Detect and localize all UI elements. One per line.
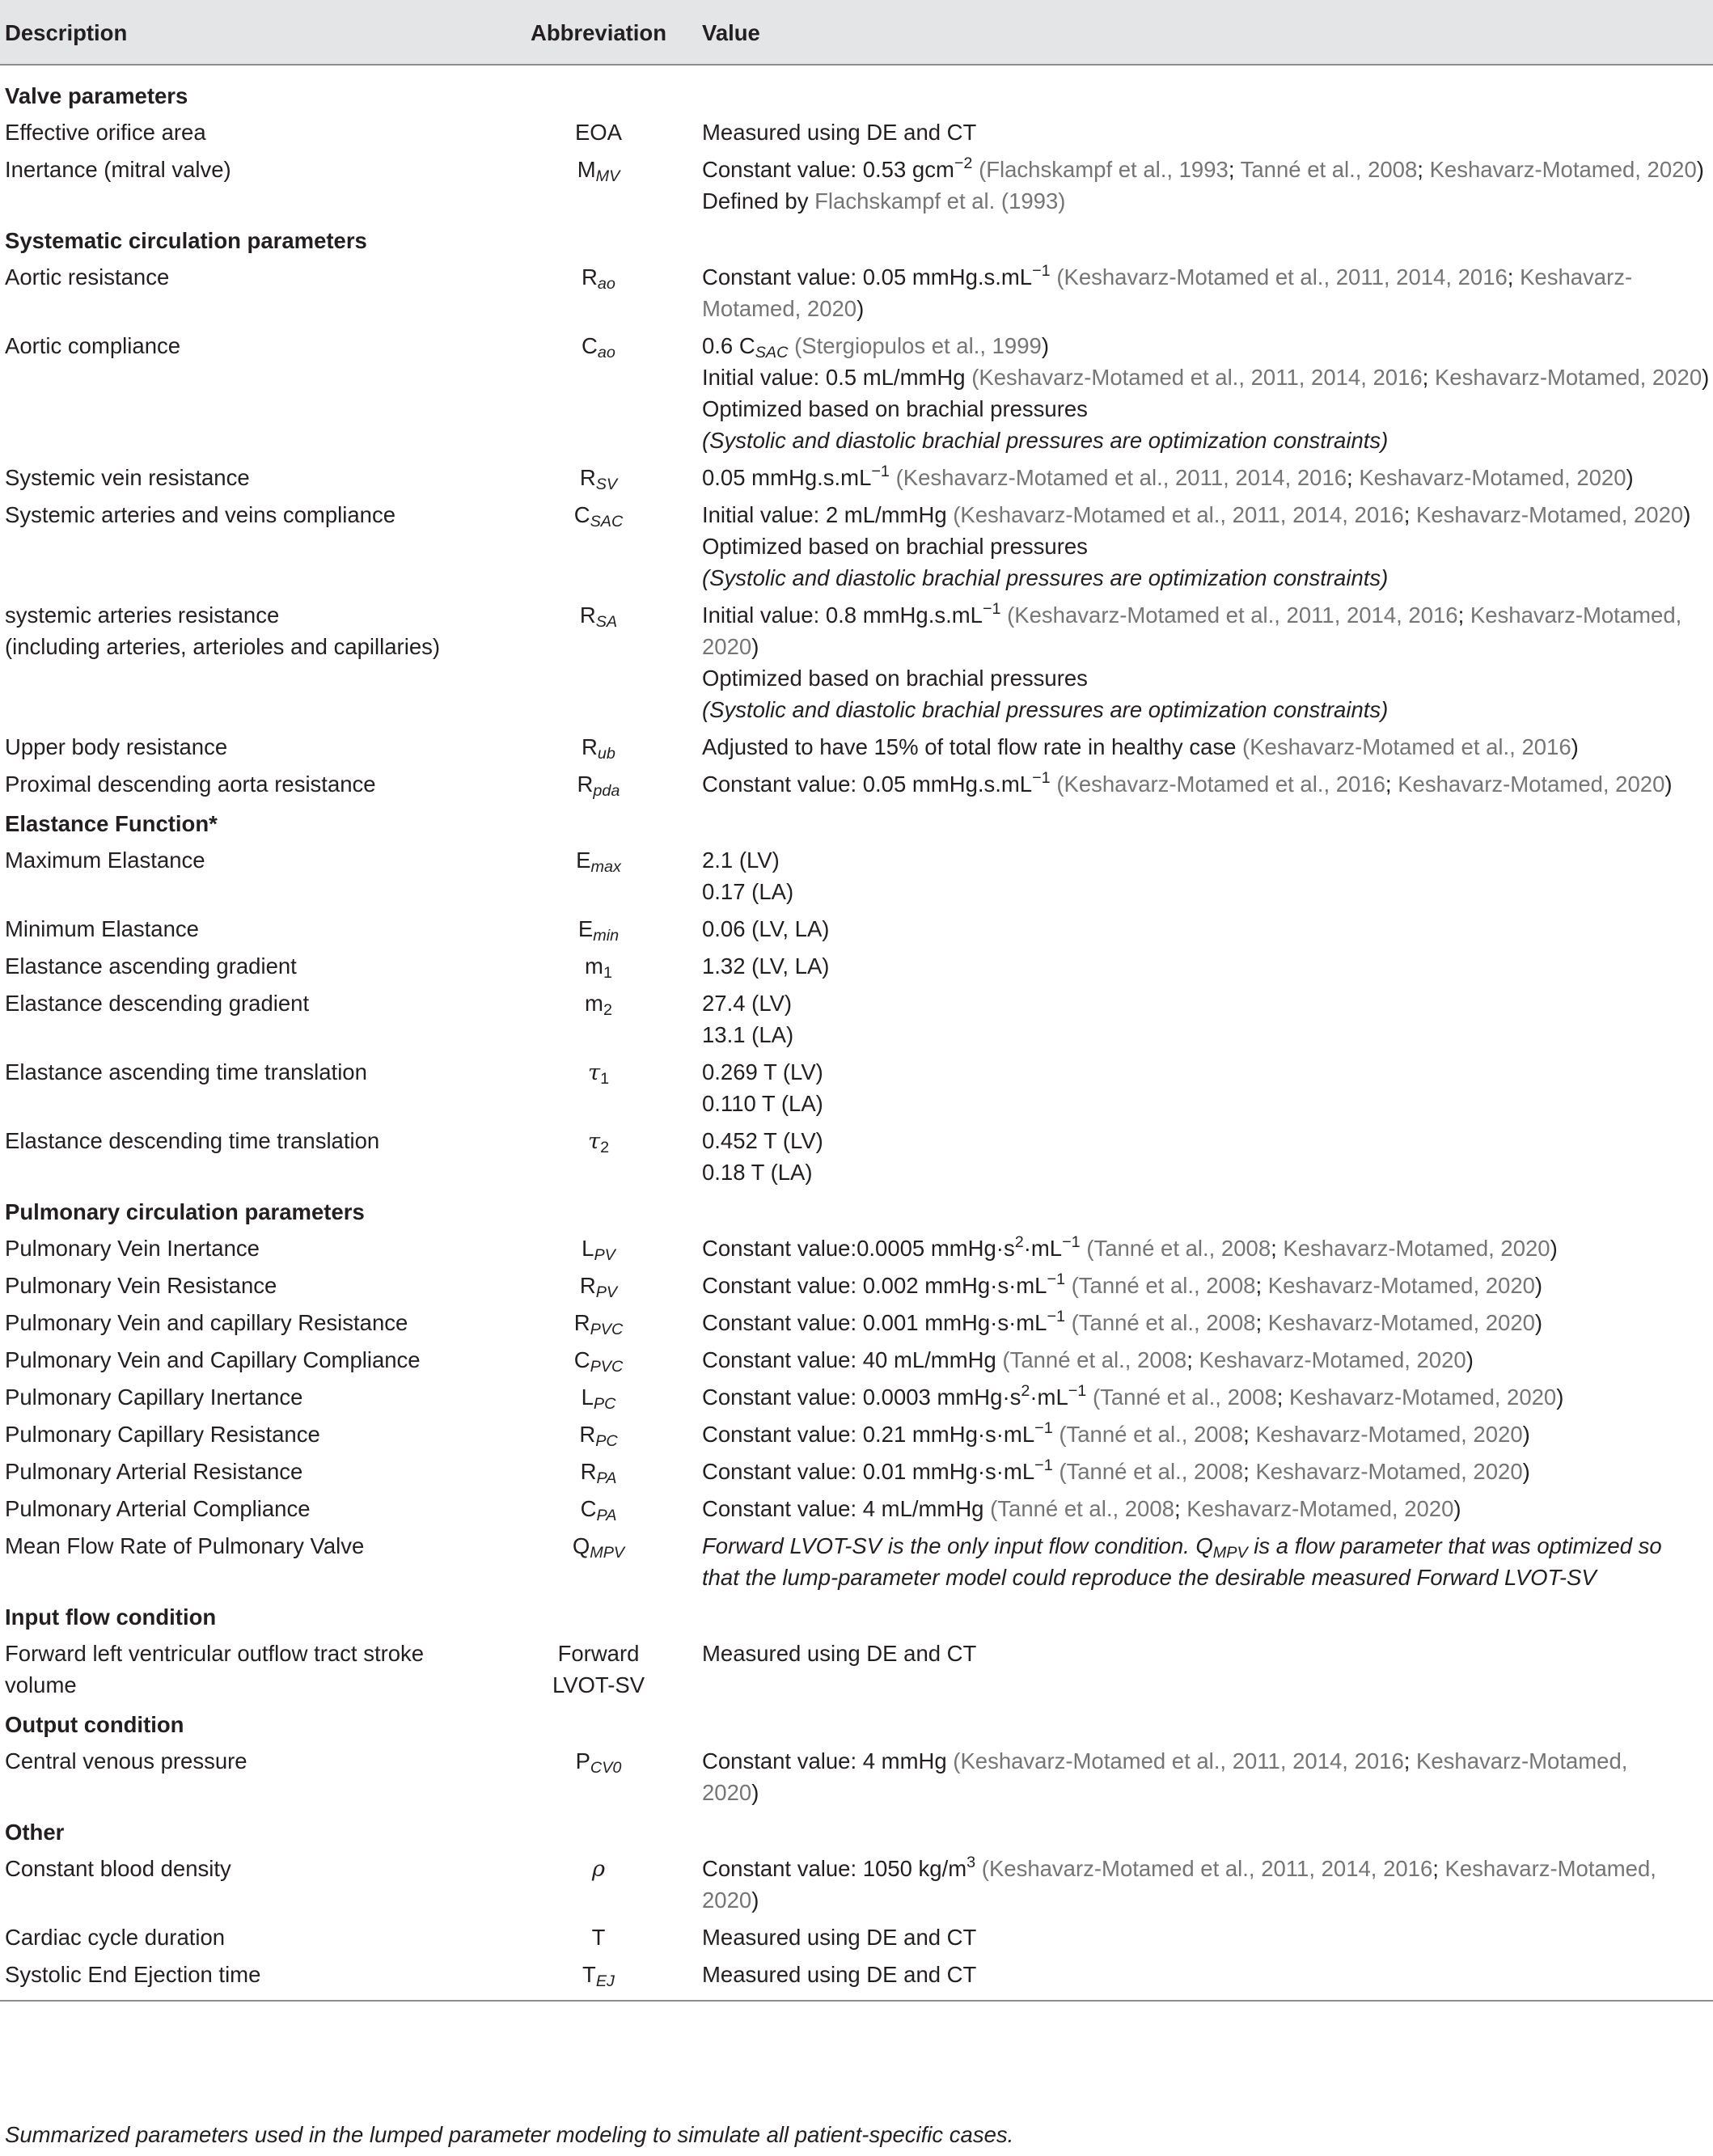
- cell-abbreviation: $C_{SAC}$: [573, 502, 624, 531]
- header-abbreviation: Abbreviation: [498, 0, 699, 65]
- cell-value: Constant value:0.0005 $mmHg\cdot s^2\cdot mL^{-1}$ (Tanné et al., 2008; Keshavarz-Motamed, 2020): [702, 1233, 1558, 1261]
- cell-value: Constant value: 0.01 $mmHg\cdot s\cdot mL^{-1}$ (Tanné et al., 2008; Keshavarz-Motamed, 2020): [702, 1456, 1530, 1484]
- table-row: [0, 1267, 1713, 1304]
- citation: (Stergiopulos et al., 1999: [794, 333, 1042, 358]
- cell-abbreviation: $L_{PC}$: [581, 1384, 616, 1413]
- cell-description: Systemic vein resistance: [5, 465, 250, 490]
- cell-value: Measured using DE and CT: [702, 1641, 977, 1666]
- table-row: [0, 1743, 1713, 1811]
- citation: (Tanné et al., 2008: [1002, 1347, 1187, 1372]
- cell-description: Central venous pressure: [5, 1748, 247, 1773]
- citation: (Tanné et al., 2008: [1059, 1459, 1244, 1484]
- table-row: [0, 1054, 1713, 1122]
- cell-value: Forward LVOT-SV is the only input flow condition. $Q_{MPV}$ is a flow parameter that was optimized so that the lump-parameter model could reproduce the desirable measured Forward LVOT-SV: [702, 1533, 1662, 1590]
- table-row: [0, 1490, 1713, 1528]
- table-row: [0, 1416, 1713, 1453]
- citation: (Keshavarz-Motamed et al., 2016: [1242, 734, 1571, 759]
- section-row: [0, 1704, 1713, 1743]
- table-row: [0, 729, 1713, 766]
- cell-abbreviation: $Q_{MPV}$: [572, 1533, 625, 1562]
- cell-value: 0.06 (LV, LA): [702, 916, 830, 941]
- citation: Keshavarz-Motamed, 2020: [1416, 502, 1684, 527]
- cell-value: Initial value: 2 mL/mmHg (Keshavarz-Motamed et al., 2011, 2014, 2016; Keshavarz-Motamed, 2020) Optimized based on brachial pressures (Systolic and diastolic brachial pressures are optimization constraints): [702, 502, 1691, 590]
- cell-value: Constant value: 0.002 $mmHg\cdot s\cdot mL^{-1}$ (Tanné et al., 2008; Keshavarz-Motamed, 2020): [702, 1270, 1543, 1298]
- cell-abbreviation: $m_2$: [585, 991, 612, 1019]
- citation: (Keshavarz-Motamed et al., 2016: [1056, 772, 1385, 797]
- citation: Keshavarz-Motamed,: [1416, 1748, 1628, 1773]
- citation: Keshavarz-Motamed, 2020: [1267, 1310, 1535, 1335]
- cell-description: Maximum Elastance: [5, 848, 205, 873]
- cell-abbreviation: $\tau_2$: [587, 1128, 610, 1156]
- table-row: [0, 114, 1713, 151]
- cell-value: 1.32 (LV, LA): [702, 953, 830, 979]
- citation: Keshavarz-Motamed, 2020: [1289, 1384, 1557, 1410]
- cell-description: Pulmonary Vein and Capillary Compliance: [5, 1347, 421, 1372]
- cell-abbreviation: EOA: [574, 120, 623, 145]
- cell-description: Constant blood density: [5, 1856, 231, 1881]
- table-row: [0, 985, 1713, 1054]
- citation: (Tanné et al., 2008: [1071, 1273, 1256, 1298]
- cell-value: Constant value: 0.05 $mmHg.s.mL^{-1}$ (Keshavarz-Motamed et al., 2011, 2014, 2016; Keshavarz-Motamed, 2020): [702, 262, 1633, 321]
- citation: Tanné et al., 2008: [1240, 157, 1418, 182]
- cell-description: Aortic compliance: [5, 333, 181, 358]
- cell-description: Effective orifice area: [5, 120, 206, 145]
- cell-description: Inertance (mitral valve): [5, 157, 231, 182]
- section-row: [0, 65, 1713, 114]
- cell-abbreviation: $C_{PA}$: [580, 1496, 617, 1524]
- cell-abbreviation: $R_{SV}$: [579, 465, 618, 493]
- cell-value: 0.269 T (LV) 0.110 T (LA): [702, 1059, 823, 1116]
- section-title: Elastance Function*: [5, 811, 218, 836]
- citation: (Tanné et al., 2008: [1059, 1422, 1244, 1447]
- citation: (Keshavarz-Motamed et al., 2011, 2014, 2016: [1056, 264, 1508, 290]
- section-row: [0, 803, 1713, 842]
- citation: (Keshavarz-Motamed et al., 2011, 2014, 2016: [895, 465, 1347, 490]
- citation: (Keshavarz-Motamed et al., 2011, 2014, 2016: [953, 1748, 1404, 1773]
- cell-abbreviation: $R_{pda}$: [577, 772, 620, 800]
- cell-abbreviation: $C_{PVC}$: [573, 1347, 624, 1376]
- citation: (Flachskampf et al., 1993: [979, 157, 1229, 182]
- citation: Keshavarz-Motamed, 2020: [1267, 1273, 1535, 1298]
- cell-value: Measured using DE and CT: [702, 1925, 977, 1950]
- table-row: [0, 842, 1713, 911]
- citation: (Tanné et al., 2008: [990, 1496, 1174, 1521]
- cell-description: Pulmonary Arterial Resistance: [5, 1459, 303, 1484]
- cell-abbreviation: $T_{EJ}$: [582, 1962, 615, 1990]
- cell-abbreviation: $R_{SA}$: [579, 602, 618, 631]
- cell-value: Constant value: 40 mL/mmHg (Tanné et al., 2008; Keshavarz-Motamed, 2020): [702, 1347, 1474, 1372]
- cell-abbreviation: $P_{CV0}$: [575, 1748, 622, 1777]
- cell-value: Constant value: 4 mmHg (Keshavarz-Motamed et al., 2011, 2014, 2016; Keshavarz-Motamed, 2020): [702, 1748, 1628, 1805]
- citation: Keshavarz-Motamed, 2020: [702, 264, 1633, 321]
- cell-value: Constant value: 4 mL/mmHg (Tanné et al., 2008; Keshavarz-Motamed, 2020): [702, 1496, 1461, 1521]
- cell-abbreviation: $C_{ao}$: [582, 333, 615, 361]
- cell-value: 0.6 $C_{SAC}$ (Stergiopulos et al., 1999) Initial value: 0.5 mL/mmHg (Keshavarz-Motamed et al., 2011, 2014, 2016; Keshavarz-Motamed, 2020) Optimized based on brachial pressures (Systolic and diastolic brachial pressures are optimization constraints): [702, 333, 1710, 453]
- section-row: [0, 1596, 1713, 1635]
- cell-abbreviation: $R_{PV}$: [579, 1273, 618, 1301]
- cell-description: Forward left ventricular outflow tract stroke volume: [5, 1641, 425, 1697]
- cell-description: Elastance ascending time translation: [5, 1059, 367, 1084]
- table-row: [0, 597, 1713, 729]
- section-row: [0, 1191, 1713, 1230]
- cell-value: 27.4 (LV) 13.1 (LA): [702, 991, 794, 1047]
- cell-description: Elastance ascending gradient: [5, 953, 297, 979]
- cell-abbreviation: $M_{MV}$: [577, 157, 620, 185]
- cell-value: Constant value: 0.21 $mmHg\cdot s\cdot mL^{-1}$ (Tanné et al., 2008; Keshavarz-Motamed, 2020): [702, 1419, 1530, 1447]
- cell-description: Pulmonary Capillary Resistance: [5, 1422, 320, 1447]
- section-title: Pulmonary circulation parameters: [5, 1199, 365, 1224]
- cell-description: Pulmonary Vein Inertance: [5, 1236, 260, 1261]
- citation: Keshavarz-Motamed, 2020: [1255, 1459, 1523, 1484]
- cell-value: Initial value: 0.8 $mmHg.s.mL^{-1}$ (Keshavarz-Motamed et al., 2011, 2014, 2016; Keshavarz-Motamed, 2020) Optimized based on brachial pressures (Systolic and diastolic brachial pressures are optimization constraints): [702, 600, 1682, 722]
- table-row: [0, 948, 1713, 985]
- cell-value: Constant value: 0.05 $mmHg.s.mL^{-1}$ (Keshavarz-Motamed et al., 2016; Keshavarz-Motamed, 2020): [702, 769, 1673, 797]
- cell-abbreviation: $R_{PA}$: [580, 1459, 617, 1487]
- table-row: [0, 1956, 1713, 2001]
- cell-description: Elastance descending gradient: [5, 991, 310, 1016]
- table-row: [0, 1230, 1713, 1267]
- table-row: [0, 328, 1713, 459]
- cell-description: Pulmonary Vein Resistance: [5, 1273, 277, 1298]
- table-row: [0, 259, 1713, 328]
- cell-abbreviation: $R_{ao}$: [582, 264, 615, 293]
- section-title: Other: [5, 1820, 65, 1845]
- citation: 2020: [702, 1888, 752, 1913]
- cell-value: 0.05 $mmHg.s.mL^{-1}$ (Keshavarz-Motamed et al., 2011, 2014, 2016; Keshavarz-Motamed, 2020): [702, 463, 1634, 490]
- cell-abbreviation: $R_{PC}$: [579, 1422, 618, 1450]
- cell-description: Proximal descending aorta resistance: [5, 772, 376, 797]
- citation: (Keshavarz-Motamed et al., 2011, 2014, 2016: [971, 365, 1423, 390]
- citation: (Tanné et al., 2008: [1086, 1236, 1271, 1261]
- citation: Keshavarz-Motamed, 2020: [1398, 772, 1665, 797]
- citation: (Keshavarz-Motamed et al., 2011, 2014, 2016: [981, 1856, 1433, 1881]
- citation: Keshavarz-Motamed, 2020: [1186, 1496, 1454, 1521]
- header-value: Value: [699, 0, 1713, 65]
- citation: Keshavarz-Motamed, 2020: [1255, 1422, 1523, 1447]
- table-row: [0, 1528, 1713, 1596]
- cell-description: Cardiac cycle duration: [5, 1925, 226, 1950]
- citation: Flachskampf et al. (1993): [814, 188, 1066, 213]
- citation: (Tanné et al., 2008: [1092, 1384, 1277, 1410]
- cell-abbreviation: $\tau_1$: [587, 1059, 610, 1088]
- table-row: [0, 1919, 1713, 1956]
- table-row: [0, 1342, 1713, 1379]
- cell-description: Upper body resistance: [5, 734, 228, 759]
- cell-description: Pulmonary Vein and capillary Resistance: [5, 1310, 408, 1335]
- table-caption: Summarized parameters used in the lumped parameter modeling to simulate all patient-specific cases.: [5, 2122, 1014, 2147]
- citation: Keshavarz-Motamed, 2020: [1359, 465, 1626, 490]
- cell-value: 0.452 T (LV) 0.18 T (LA): [702, 1128, 823, 1185]
- cell-description: Mean Flow Rate of Pulmonary Valve: [5, 1533, 365, 1558]
- cell-description: Pulmonary Capillary Inertance: [5, 1384, 303, 1410]
- table-row: [0, 497, 1713, 597]
- cell-abbreviation: $L_{PV}$: [582, 1236, 615, 1264]
- table-header-row: [0, 0, 1713, 65]
- citation: (Tanné et al., 2008: [1071, 1310, 1256, 1335]
- section-title: Valve parameters: [5, 83, 188, 108]
- table-row: [0, 766, 1713, 803]
- cell-abbreviation: T: [591, 1925, 606, 1950]
- section-title: Systematic circulation parameters: [5, 228, 367, 253]
- cell-abbreviation: $E_{max}$: [576, 848, 621, 876]
- table-row: [0, 1453, 1713, 1490]
- cell-value: Constant value: 1050 $kg/m^3$ (Keshavarz-Motamed et al., 2011, 2014, 2016; Keshavarz-Motamed, 2020): [702, 1854, 1656, 1913]
- citation: Keshavarz-Motamed, 2020: [1434, 365, 1702, 390]
- cell-value: Adjusted to have 15% of total flow rate in healthy case (Keshavarz-Motamed et al., 2016): [702, 734, 1579, 759]
- table-row: [0, 1122, 1713, 1191]
- table-row: [0, 1635, 1713, 1704]
- cell-value: Constant value: 0.0003 $mmHg\cdot s^2\cdot mL^{-1}$ (Tanné et al., 2008; Keshavarz-Motamed, 2020): [702, 1382, 1564, 1410]
- citation: (Keshavarz-Motamed et al., 2011, 2014, 2016: [953, 502, 1404, 527]
- table-row: [0, 1304, 1713, 1342]
- cell-value: Constant value: 0.53 gcm$^{-2}$ (Flachskampf et al., 1993; Tanné et al., 2008; Keshavarz-Motamed, 2020) Defined by Flachskampf et al. (1993): [702, 154, 1704, 213]
- table-row: [0, 459, 1713, 497]
- section-title: Input flow condition: [5, 1604, 217, 1630]
- section-row: [0, 220, 1713, 259]
- cell-description: Systemic arteries and veins compliance: [5, 502, 395, 527]
- citation: Keshavarz-Motamed, 2020: [1283, 1236, 1550, 1261]
- cell-description: Aortic resistance: [5, 264, 170, 290]
- cell-abbreviation: $R_{ub}$: [582, 734, 615, 763]
- cell-description: Elastance descending time translation: [5, 1128, 380, 1153]
- cell-description: Minimum Elastance: [5, 916, 199, 941]
- cell-description: Systolic End Ejection time: [5, 1962, 261, 1987]
- cell-abbreviation: $E_{min}$: [577, 916, 620, 945]
- table-row: [0, 1379, 1713, 1416]
- citation: Keshavarz-Motamed, 2020: [702, 602, 1682, 659]
- cell-abbreviation: Forward LVOT-SV: [552, 1641, 645, 1697]
- cell-value: Constant value: 0.001 $mmHg\cdot s\cdot mL^{-1}$ (Tanné et al., 2008; Keshavarz-Motamed, 2020): [702, 1308, 1543, 1335]
- cell-abbreviation: ρ: [591, 1856, 606, 1882]
- table-row: [0, 911, 1713, 948]
- cell-abbreviation: $m_1$: [585, 953, 612, 982]
- cell-value: 2.1 (LV) 0.17 (LA): [702, 848, 794, 904]
- citation: Keshavarz-Motamed, 2020: [1199, 1347, 1466, 1372]
- citation: (Keshavarz-Motamed et al., 2011, 2014, 2016: [1007, 602, 1458, 628]
- table-row: [0, 1850, 1713, 1919]
- citation: Keshavarz-Motamed,: [1444, 1856, 1656, 1881]
- citation: Keshavarz-Motamed, 2020: [1429, 157, 1697, 182]
- cell-abbreviation: $R_{PVC}$: [573, 1310, 624, 1338]
- cell-description: systemic arteries resistance (including arteries, arterioles and capillaries): [5, 602, 441, 659]
- cell-value: Measured using DE and CT: [702, 1962, 977, 1987]
- section-title: Output condition: [5, 1712, 184, 1737]
- citation: 2020: [702, 1780, 752, 1805]
- table-row: [0, 151, 1713, 220]
- cell-description: Pulmonary Arterial Compliance: [5, 1496, 311, 1521]
- cell-value: Measured using DE and CT: [702, 120, 977, 145]
- header-description: Description: [0, 0, 498, 65]
- section-row: [0, 1811, 1713, 1850]
